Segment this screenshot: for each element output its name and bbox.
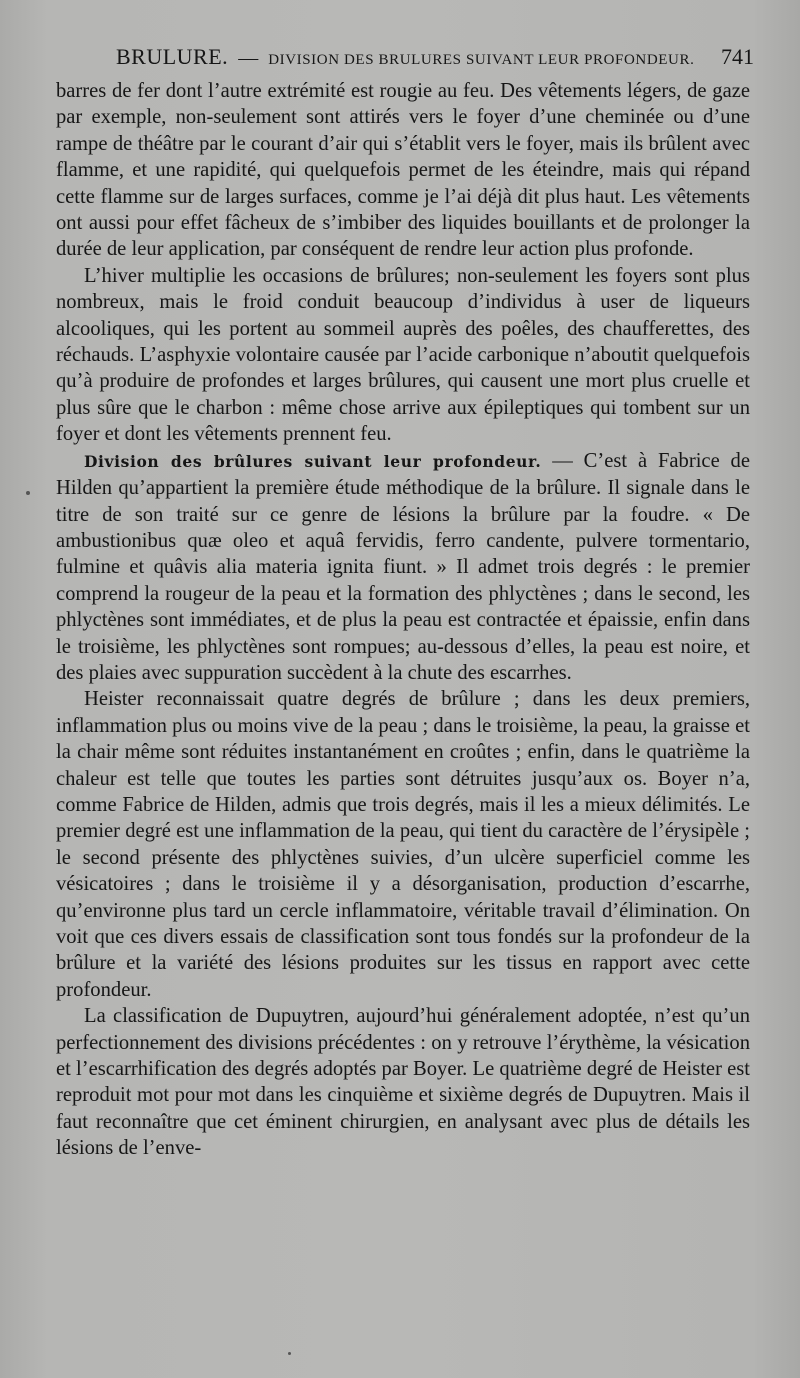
paragraph-dupuytren: La classification de Dupuytren, aujourd’hui généralement adoptée, n’est qu’un perfectionnement des divisions précédentes : on y retrouve l’érythème, la vésication et l’escarrhification des degrés adoptés par Boyer. Le quatrième degré de Heister est reproduit mot pour mot dans les cinquième et sixième degrés de Dupuytren. Mais il faut reconnaître que cet éminent chirurgien, en analysant avec plus de détails les lésions de l’enve- xyxy=(56,1005,750,1160)
header-subtitle: DIVISION DES BRULURES SUIVANT LEUR PROFONDEUR. xyxy=(268,52,695,68)
section-heading: Division des brûlures suivant leur profondeur. xyxy=(84,451,542,471)
running-header xyxy=(116,44,754,78)
paragraph-hiver: L’hiver multiplie les occasions de brûlures; non-seulement les foyers sont plus nombreux, mais le froid conduit beaucoup d’individus à user de liqueurs alcooliques, qui les portent au sommeil auprès des poêles, des chaufferettes, des réchauds. L’asphyxie volontaire causée par l’acide carbonique n’aboutit quelquefois qu’à produire de profondes et larges brûlures, qui causent une mort plus cruelle et plus sûre que le charbon : même chose arrive aux épileptiques qui tombent sur un foyer et dont les vêtements prennent feu. xyxy=(56,264,750,446)
section-text: C’est à Fabrice de Hilden qu’appartient la première étude méthodique de la brûlure. Il signale dans le titre de son traité sur ce genre de lésions la brûlure par la foudre. « De ambustionibus quæ oleo et aquâ fervidis, ferro candente, pulvere tormentario, fulmine et quâvis alia materia ignita fiunt. » Il admet trois degrés : le premier comprend la rougeur de la peau et la formation des phlyctènes ; dans le second, les phlyctènes sont immédiates, et de plus la peau est contractée et épaissie, enfin dans le troisième, les phlyctènes sont rompues; au-dessous d’elles, la peau est noire, et des plaies avec suppuration succèdent à la chute des escarrhes. xyxy=(56,449,750,684)
header-dash: — xyxy=(238,47,259,69)
page-body xyxy=(56,78,750,1162)
section-heading-dash: — xyxy=(541,449,584,472)
section-paragraph xyxy=(56,448,750,687)
scan-speck xyxy=(288,1352,291,1355)
header-title: BRULURE. xyxy=(116,44,229,69)
paragraph-continuation: barres de fer dont l’autre extrémité est rougie au feu. Des vêtements légers, de gaze par exemple, non-seulement sont attirés vers le foyer d’une cheminée ou d’une rampe de théâtre par le courant d’air qui s’établit vers le foyer, mais ils brûlent avec flamme, et une rapidité, qui quelquefois permet de les éteindre, mais qui répand cette flamme sur de larges surfaces, comme je l’ai déjà dit plus haut. Les vêtements ont aussi pour effet fâcheux de s’imbiber des liquides bouillants et de prolonger la durée de leur application, par conséquent de rendre leur action plus profonde. xyxy=(56,80,750,261)
paragraph-heister: Heister reconnaissait quatre degrés de brûlure ; dans les deux premiers, inflammation plus ou moins vive de la peau ; dans le troisième, la peau, la graisse et la chair même sont réduites instantanément en croûtes ; enfin, dans le quatrième la chaleur est telle que toutes les parties sont détruites jusqu’aux os. Boyer n’a, comme Fabrice de Hilden, admis que trois degrés, mais il les a mieux délimités. Le premier degré est une inflammation de la peau, qui tient du caractère de l’érysipèle ; le second présente des phlyctènes suivies, d’un ulcère superficiel comme les vésicatoires ; dans le troisième il y a désorganisation, production d’escarrhe, qu’environne plus tard un cercle inflammatoire, véritable travail d’élimination. On voit que ces divers essais de classification sont tous fondés sur la profondeur de la brûlure et la variété des lésions produites sur les tissus en rapport avec cette profondeur. xyxy=(56,688,750,1001)
page-number: 741 xyxy=(721,44,754,69)
scan-speck xyxy=(26,491,30,495)
